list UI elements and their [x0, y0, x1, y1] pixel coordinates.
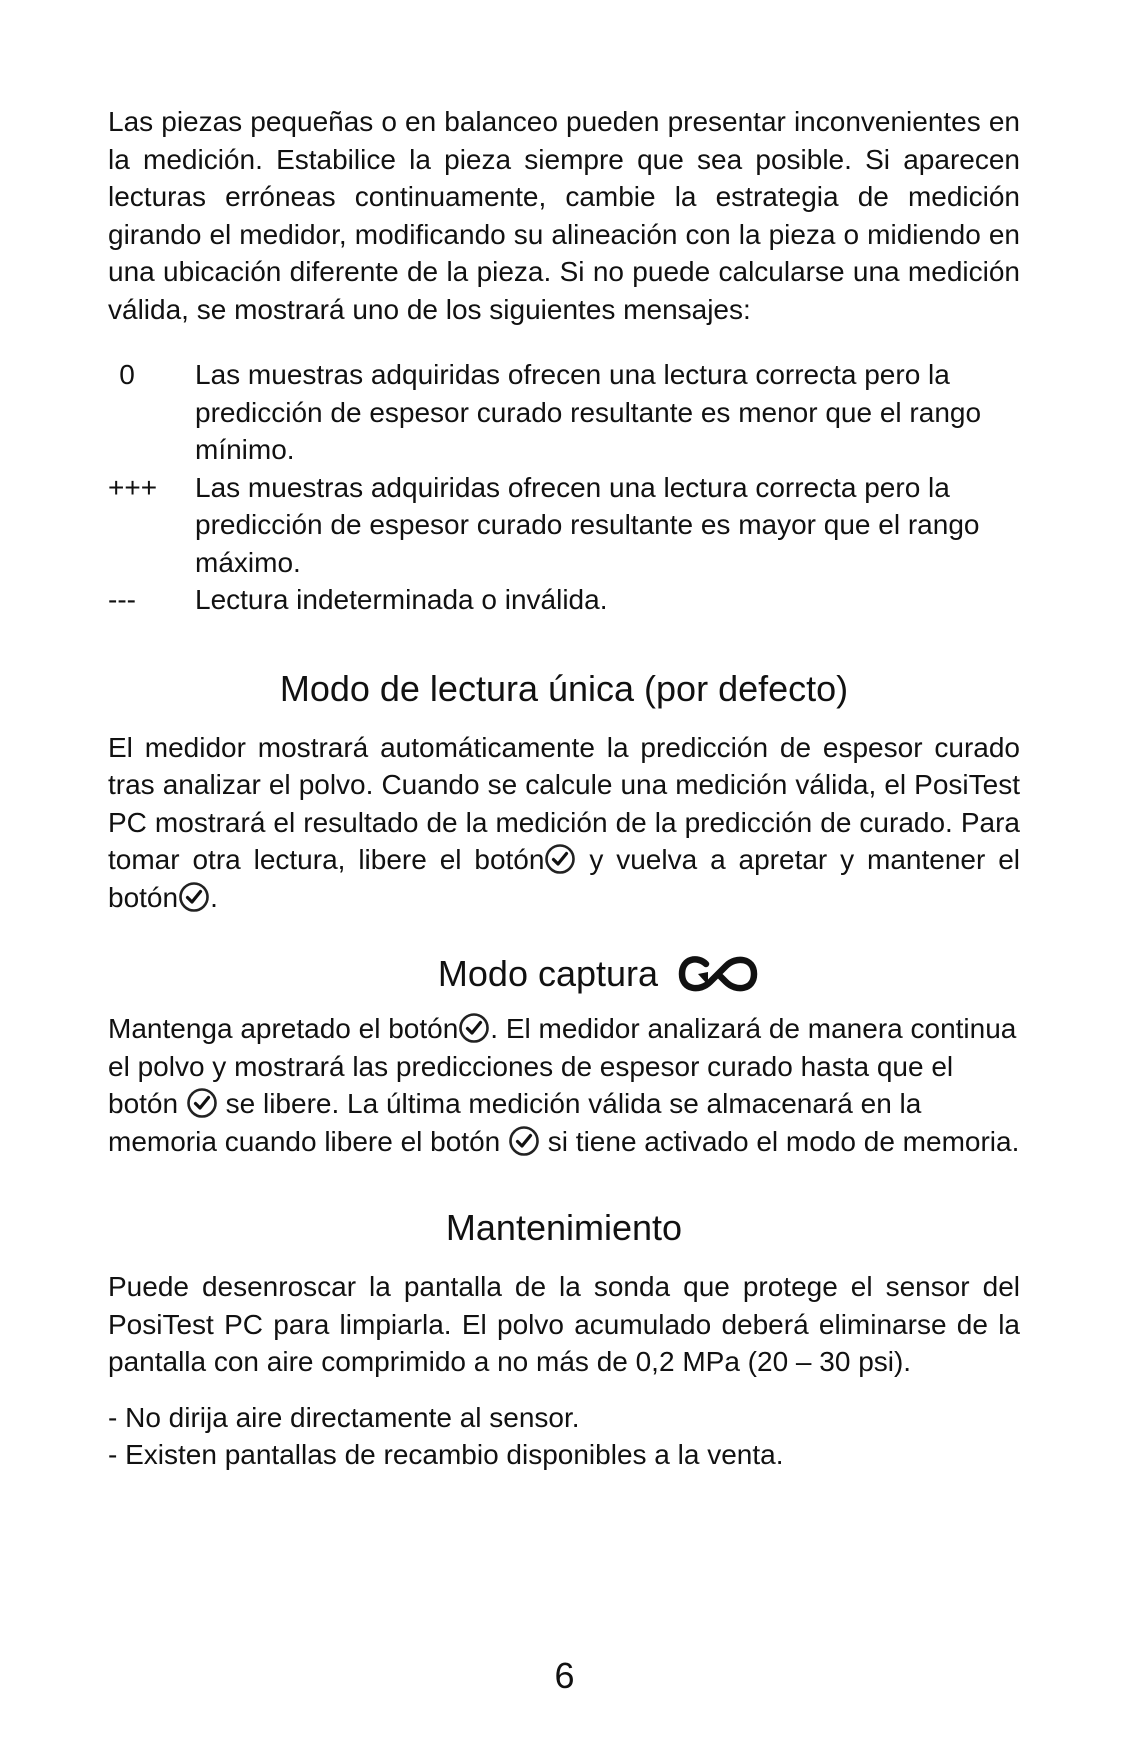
message-item — [108, 581, 1020, 619]
infinity-loop-icon — [676, 952, 760, 996]
check-button-icon — [186, 1087, 218, 1119]
capture-mode-paragraph — [108, 1010, 1020, 1160]
text-run: . El medidor analizará de manera continua el polvo y mostrará las predicciones de espesor curado hasta que el botón — [108, 1013, 1017, 1119]
note-item: - No dirija aire directamente al sensor. — [108, 1401, 580, 1433]
maintenance-notes — [108, 1399, 1020, 1474]
text-run: se libere. La última medición válida se almacenará en la memoria cuando libere el botón — [108, 1088, 922, 1157]
message-item — [108, 356, 1020, 469]
section-heading-single-mode: Modo de lectura única (por defecto) — [279, 667, 849, 709]
message-text: Lectura indeterminada o inválida. — [195, 584, 608, 615]
message-item — [108, 469, 1020, 582]
text-run: El medidor mostrará automáticamente la predicción de espesor curado tras analizar el polvo. Cuando se calcule una medición válida, el PosiTest PC mostrará el resultado de la medición de la predicción de curado. Para tomar otra lectura, libere el botón — [108, 731, 1020, 875]
message-text: Las muestras adquiridas ofrecen una lectura correcta pero la predicción de espesor curado resultante es mayor que el rango máximo. — [195, 471, 980, 578]
text-run: . — [210, 881, 218, 913]
message-code: +++ — [108, 471, 158, 503]
maintenance-paragraph: Puede desenroscar la pantalla de la sonda que protege el sensor del PosiTest PC para limpiarla. El polvo acumulado deberá eliminarse de la pantalla con aire comprimido a no más de 0,2 MPa (20 – 30 psi). — [108, 1271, 1020, 1377]
check-button-icon — [544, 843, 576, 875]
section-heading-maintenance: Mantenimiento — [445, 1207, 683, 1248]
text-run: si tiene activado el modo de memoria. — [540, 1125, 1020, 1157]
page-number: 6 — [554, 1655, 575, 1696]
single-mode-paragraph — [108, 729, 1020, 917]
check-button-icon — [508, 1125, 540, 1157]
message-code: --- — [108, 584, 136, 615]
message-code: 0 — [119, 359, 135, 390]
check-button-icon — [178, 881, 210, 913]
heading-text: Modo captura — [437, 953, 659, 994]
message-text: Las muestras adquiridas ofrecen una lectura correcta pero la predicción de espesor curado resultante es menor que el rango mínimo. — [195, 359, 982, 465]
note-item: - Existen pantallas de recambio disponibles a la venta. — [108, 1439, 784, 1470]
manual-page — [108, 103, 1020, 1474]
text-run: y vuelva a apretar y mantener el botón — [108, 844, 1021, 913]
text-run: Mantenga apretado el botón — [108, 1013, 459, 1044]
message-list — [108, 356, 1020, 619]
check-button-icon — [458, 1012, 490, 1044]
section-heading-capture-mode — [108, 952, 1020, 996]
intro-paragraph: Las piezas pequeñas o en balanceo pueden presentar inconvenientes en la medición. Estabilice la pieza siempre que sea posible. Si aparecen lecturas erróneas continuamente, cambie la estrategia de medición girando el medidor, modificando su alineación con la pieza o midiendo en una ubicación diferente de la pieza. Si no puede calcularse una medición válida, se mostrará uno de los siguientes mensajes: — [108, 106, 1020, 325]
